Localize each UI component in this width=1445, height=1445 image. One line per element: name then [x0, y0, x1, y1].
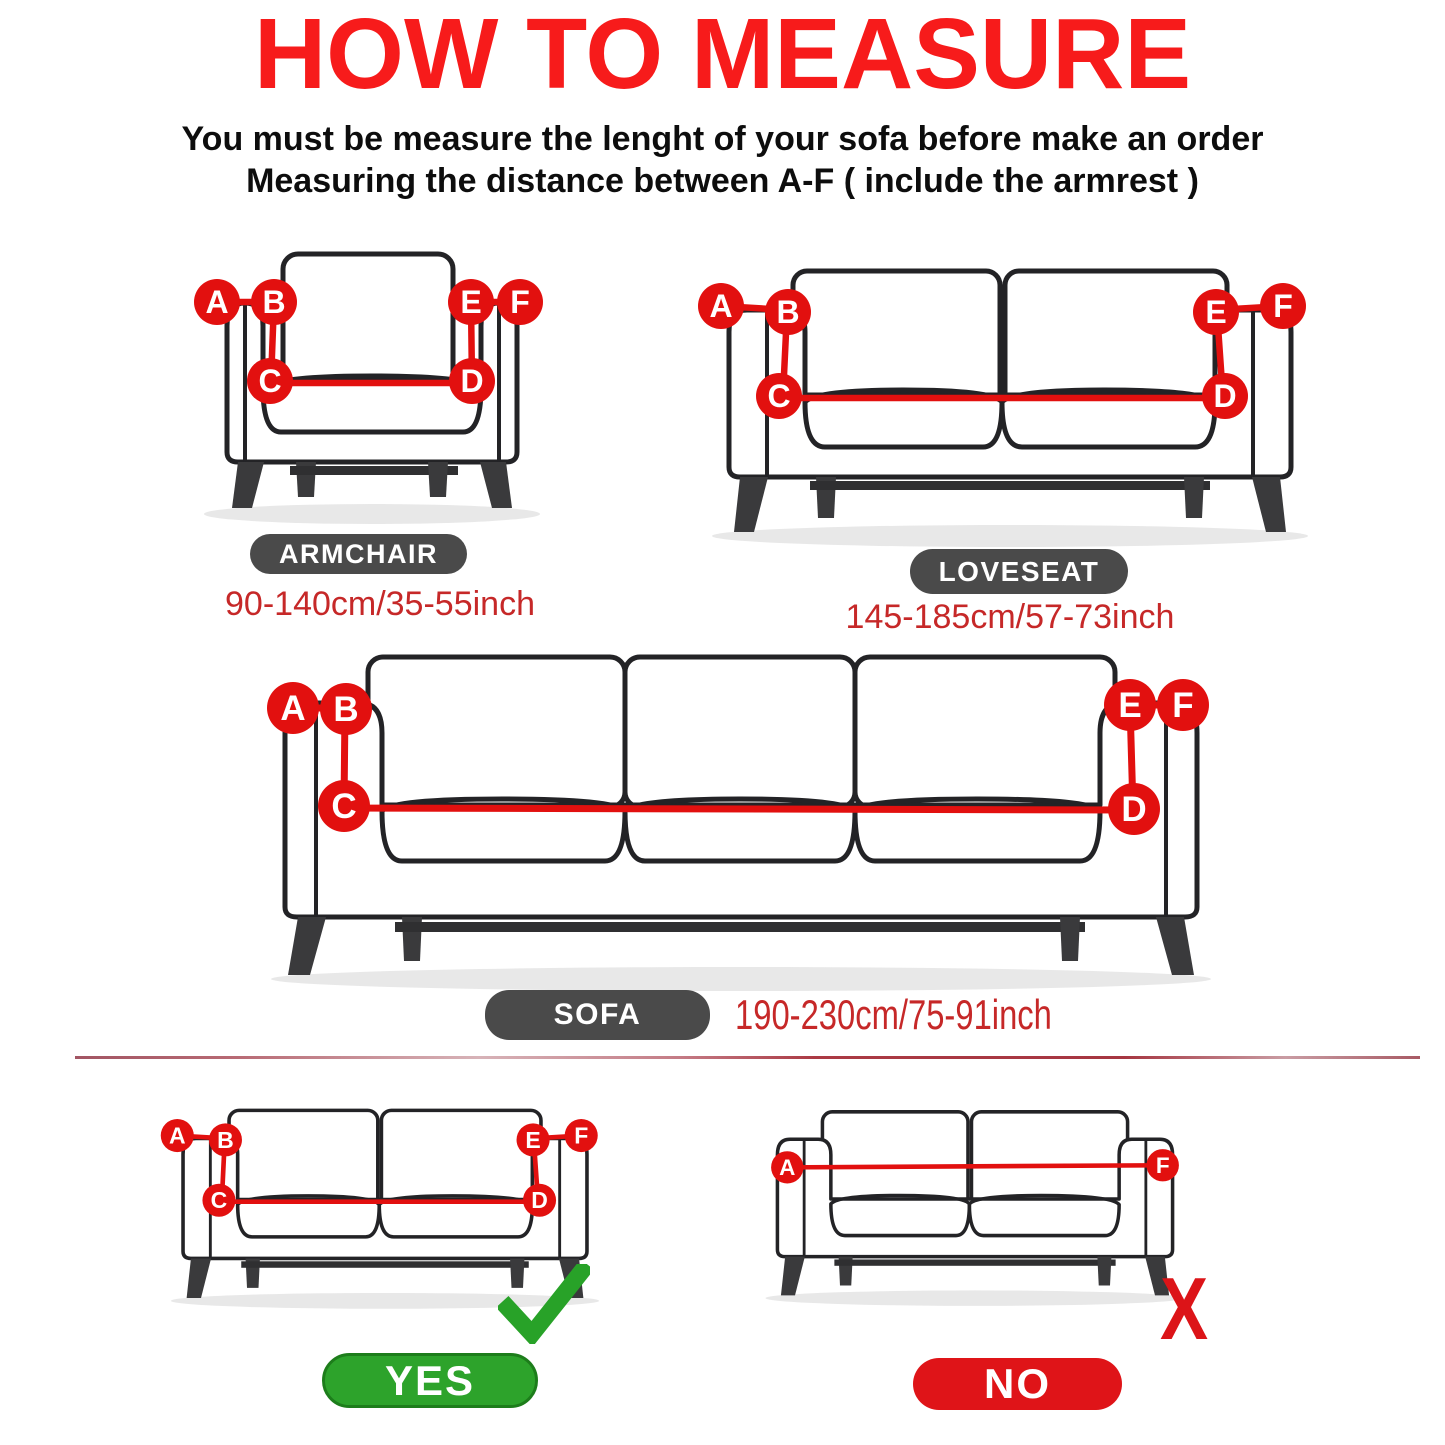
yes-marker-b-label: B: [217, 1126, 234, 1153]
page-title: HOW TO MEASURE: [253, 0, 1192, 110]
loveseat-range: 145-185cm/57-73inch: [845, 598, 1175, 636]
armchair-marker-e-label: E: [460, 284, 482, 320]
loveseat-marker-b-label: B: [776, 294, 800, 330]
armchair-label-pill: ARMCHAIR: [250, 534, 467, 574]
armchair-figure: [180, 240, 580, 540]
loveseat-marker-f-label: F: [1273, 288, 1293, 324]
check-icon: [498, 1264, 590, 1344]
page-subtitle: [0, 118, 1445, 202]
yes-marker-c-label: C: [210, 1187, 228, 1214]
armchair-range: 90-140cm/35-55inch: [225, 585, 535, 623]
sofa-drawing: [271, 657, 1211, 991]
armchair-marker-c-label: C: [258, 363, 282, 399]
loveseat-marker-a-label: A: [709, 288, 733, 324]
sofa-marker-d-label: D: [1121, 790, 1147, 829]
no-example-figure: [750, 1090, 1200, 1308]
sofa-marker-b-label: B: [333, 690, 359, 729]
yes-marker-f-label: F: [574, 1122, 589, 1149]
armchair-marker-d-label: D: [460, 363, 484, 399]
cross-icon: X: [1160, 1259, 1209, 1358]
sofa-marker-e-label: E: [1118, 686, 1142, 725]
sofa-marker-c-label: C: [331, 787, 357, 826]
loveseat-marker-e-label: E: [1205, 294, 1227, 330]
subtitle-line-2: Measuring the distance between A-F ( include the armrest ): [246, 162, 1199, 201]
yes-marker-a-label: A: [168, 1122, 186, 1149]
loveseat-marker-d-label: D: [1213, 378, 1237, 414]
loveseat-figure: [690, 240, 1330, 550]
sofa-figure: [235, 645, 1235, 995]
sofa-marker-f-label: F: [1172, 686, 1194, 725]
yes-marker-e-label: E: [525, 1126, 541, 1153]
yes-marker-d-label: D: [531, 1187, 548, 1214]
no-marker-a-label: A: [779, 1155, 796, 1181]
sofa-label-pill: SOFA: [485, 990, 710, 1040]
no-marker-f-label: F: [1155, 1152, 1170, 1178]
no-loveseat-drawing: [765, 1112, 1184, 1306]
armchair-marker-f-label: F: [510, 284, 530, 320]
armchair-marker-b-label: B: [262, 284, 286, 320]
armchair-marker-a-label: A: [205, 284, 229, 320]
yes-pill: YES: [322, 1353, 538, 1408]
loveseat-label-pill: LOVESEAT: [910, 549, 1128, 594]
subtitle-line-1: You must be measure the lenght of your sofa before make an order: [181, 120, 1264, 158]
sofa-marker-a-label: A: [280, 689, 306, 728]
no-pill: NO: [913, 1358, 1122, 1410]
loveseat-marker-c-label: C: [767, 378, 791, 414]
sofa-range: 190-230cm/75-91inch: [735, 991, 1052, 1038]
section-divider: [75, 1056, 1420, 1059]
